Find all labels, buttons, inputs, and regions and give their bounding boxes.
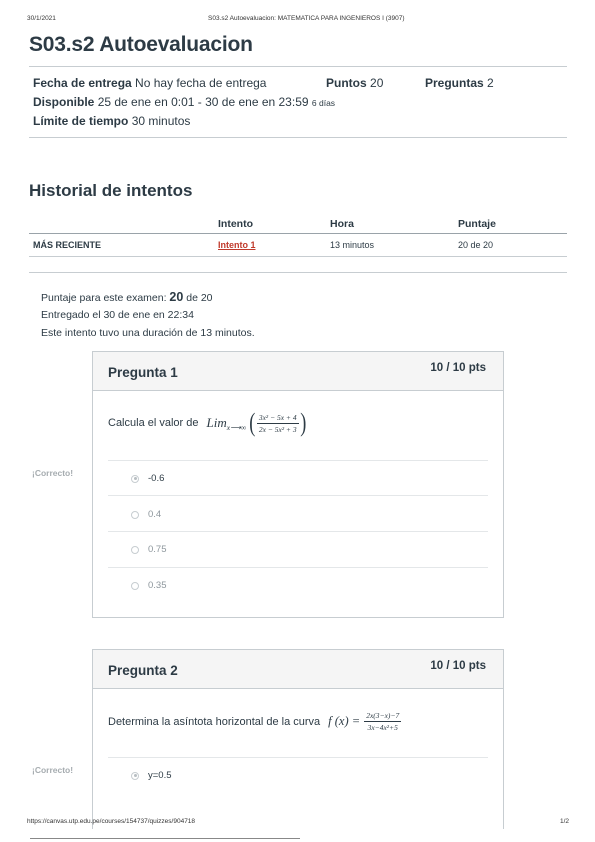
questions-meta [425, 76, 494, 90]
questions-label: Preguntas [425, 76, 484, 90]
question-2-header [93, 650, 503, 689]
history-col-time: Hora [330, 218, 354, 230]
question-1-card [92, 351, 504, 618]
question-2-function: f (x) = [328, 714, 361, 728]
question-2-correct-flag: ¡Correcto! [32, 765, 74, 775]
meta-row-1 [33, 76, 266, 90]
question-1-numerator: 3x² − 5x + 4 [258, 412, 297, 422]
submitted-text: Entregado el 30 de ene en 22:34 [41, 309, 194, 321]
radio-selected-icon[interactable] [131, 475, 139, 483]
print-doc-title: S03.s2 Autoevaluacion: MATEMATICA PARA INGENIEROS I (3907) [208, 15, 405, 22]
points-meta [326, 76, 383, 90]
radio-selected-icon[interactable] [131, 772, 139, 780]
history-title: Historial de intentos [29, 181, 193, 200]
points-label: Puntos [326, 76, 367, 90]
option-label: 0.4 [148, 509, 162, 520]
history-row-score: 20 de 20 [458, 240, 494, 250]
available-value: 25 de ene en 0:01 - 30 de ene en 23:59 [97, 95, 309, 109]
meta-divider [29, 137, 567, 138]
history-col-attempt: Intento [218, 218, 253, 230]
question-2-option-1[interactable] [131, 770, 172, 781]
question-1-paren-open: ( [249, 408, 256, 437]
question-2-fraction [364, 711, 401, 732]
option-divider [108, 495, 488, 496]
history-attempt-link[interactable]: Intento 1 [218, 240, 256, 250]
due-label: Fecha de entrega [33, 76, 132, 90]
print-url: https://canvas.utp.edu.pe/courses/154737/quizzes/904718 [27, 818, 196, 825]
question-1-option-3[interactable] [131, 544, 167, 555]
available-meta [33, 95, 335, 109]
points-value: 20 [370, 76, 384, 90]
question-1-option-2[interactable] [131, 509, 161, 520]
option-label: -0.6 [148, 473, 165, 484]
history-row-divider [29, 256, 567, 257]
due-value: No hay fecha de entrega [135, 76, 267, 90]
score-suffix: de 20 [186, 292, 213, 304]
option-divider [108, 531, 488, 532]
question-2-prompt-text: Determina la asíntota horizontal de la curva [108, 715, 321, 728]
time-limit-value: 30 minutos [131, 114, 191, 128]
title-divider [29, 66, 567, 67]
question-2-denominator: 3x−4x²+5 [367, 723, 398, 732]
option-label: y=0.5 [148, 770, 172, 781]
question-1-lim: Lim [206, 415, 227, 430]
questions-value: 2 [487, 76, 494, 90]
score-value: 20 [169, 290, 184, 304]
question-1-header [93, 352, 503, 391]
question-1-option-4[interactable] [131, 580, 167, 591]
available-label: Disponible [33, 95, 95, 109]
question-2-card [92, 649, 504, 829]
question-2-title: Pregunta 2 [108, 663, 178, 678]
question-1-lim-sub: x⟶∞ [226, 423, 247, 432]
option-divider [108, 757, 488, 758]
question-1-title: Pregunta 1 [108, 365, 178, 380]
question-2-numerator: 2x(3−x)−7 [366, 711, 400, 720]
radio-icon[interactable] [131, 582, 139, 590]
question-1-prompt-text: Calcula el valor de [108, 417, 199, 429]
question-2-prompt [108, 711, 401, 732]
question-1-fraction [257, 413, 299, 434]
history-row-time: 13 minutos [330, 240, 375, 250]
history-header-divider [29, 233, 567, 234]
page-title: S03.s2 Autoevaluacion [29, 33, 253, 56]
history-col-score: Puntaje [458, 218, 496, 230]
score-summary [41, 290, 213, 304]
option-divider [108, 567, 488, 568]
time-limit-label: Límite de tiempo [33, 114, 129, 128]
duration-text: Este intento tuvo una duración de 13 minutos. [41, 327, 255, 339]
question-1-points: 10 / 10 pts [430, 362, 486, 374]
score-prefix: Puntaje para este examen: [41, 292, 167, 304]
available-days: 6 días [311, 98, 336, 108]
question-1-denominator: 2x − 5x² + 3 [258, 424, 297, 434]
question-1-paren-close: ) [299, 408, 306, 437]
option-label: 0.35 [148, 580, 167, 591]
question-1-option-1[interactable] [131, 473, 164, 484]
option-divider [108, 460, 488, 461]
radio-icon[interactable] [131, 511, 139, 519]
print-page-number: 1/2 [560, 818, 570, 825]
question-1-prompt [108, 410, 307, 436]
print-date: 30/1/2021 [27, 15, 56, 22]
page-bottom-rule [30, 838, 300, 839]
history-row-label: MÁS RECIENTE [33, 240, 102, 250]
option-label: 0.75 [148, 544, 167, 555]
time-limit-meta [33, 114, 190, 128]
radio-icon[interactable] [131, 546, 139, 554]
question-2-points: 10 / 10 pts [430, 660, 486, 672]
question-1-correct-flag: ¡Correcto! [32, 468, 74, 478]
history-bottom-divider [29, 272, 567, 273]
